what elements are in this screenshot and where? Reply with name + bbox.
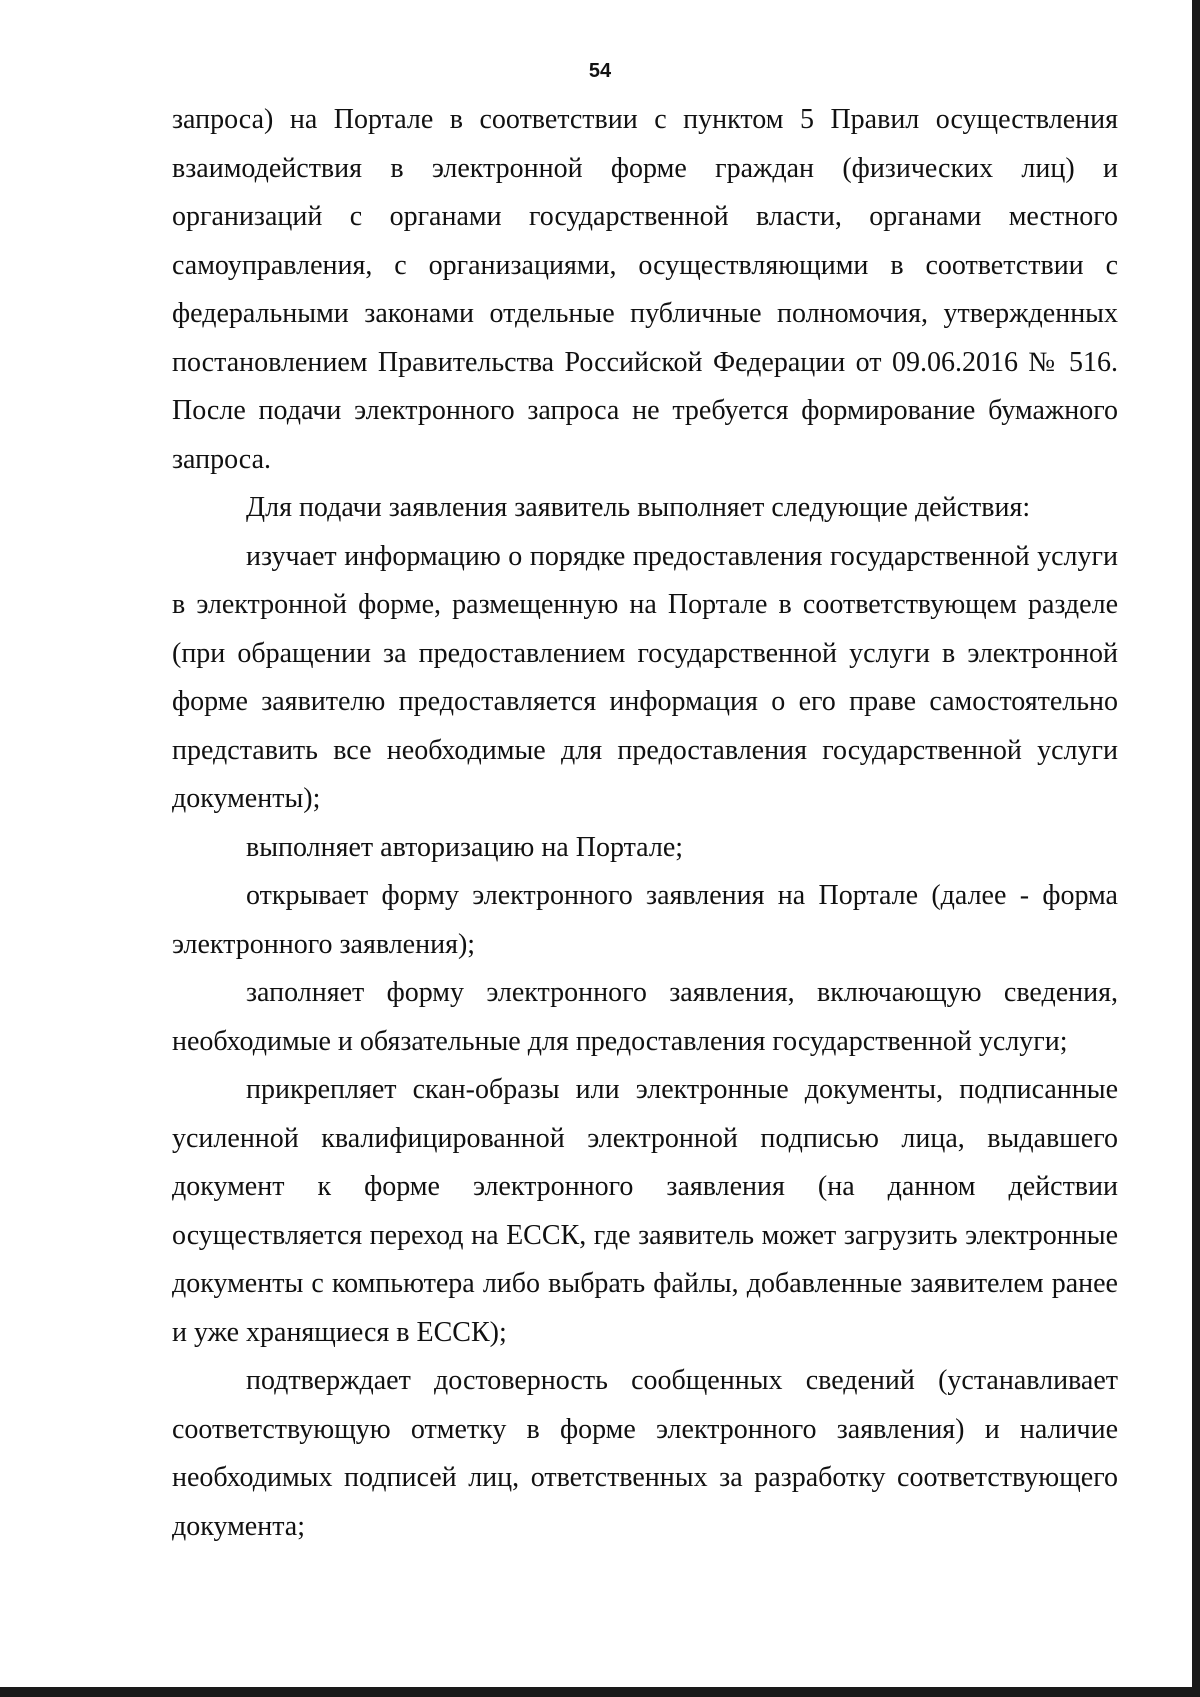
document-body <box>172 96 1118 1551</box>
paragraph-authorization: выполняет авторизацию на Портале; <box>246 831 684 863</box>
paragraph-request-continuation: запроса) на Портале в соответствии с пунктом 5 Правил осуществления взаимодействия в электронной форме граждан (физических лиц) и организаций с органами государственной власти, органами местного самоуправления, с организациями, осуществляющими в соответствии с федеральными законами отдельные публичные полномочия, утвержденных постановлением Правительства Российской Федерации от 09.06.2016 № 516. После подачи электронного запроса не требуется формирование бумажного запроса. <box>172 104 1118 475</box>
paragraph-fill-form: заполняет форму электронного заявления, включающую сведения, необходимые и обязательные для предоставления государственной услуги; <box>172 977 1118 1057</box>
paragraph-study-information: изучает информацию о порядке предоставления государственной услуги в электронной форме, размещенную на Портале в соответствующем разделе (при обращении за предоставлением государственной услуги в электронной форме заявителю предоставляется информация о его праве самостоятельно представить все необходимые для предоставления государственной услуги документы); <box>172 540 1118 814</box>
scan-border-right <box>1192 0 1200 1697</box>
scan-border-bottom <box>0 1687 1200 1697</box>
paragraph-open-form: открывает форму электронного заявления на Портале (далее - форма электронного заявления); <box>172 880 1118 960</box>
paragraph-attach-documents: прикрепляет скан-образы или электронные документы, подписанные усиленной квалифицированной электронной подписью лица, выдавшего документ к форме электронного заявления (на данном действии осуществляется переход на ЕССК, где заявитель может загрузить электронные документы с компьютера либо выбрать файлы, добавленные заявителем ранее и уже хранящиеся в ЕССК); <box>172 1074 1118 1348</box>
paragraph-confirm-accuracy: подтверждает достоверность сообщенных сведений (устанавливает соответствующую отметку в форме электронного заявления) и наличие необходимых подписей лиц, ответственных за разработку соответствующего документа; <box>172 1365 1118 1542</box>
page-number: 54 <box>588 60 612 82</box>
paragraph-actions-intro: Для подачи заявления заявитель выполняет следующие действия: <box>246 492 1031 523</box>
